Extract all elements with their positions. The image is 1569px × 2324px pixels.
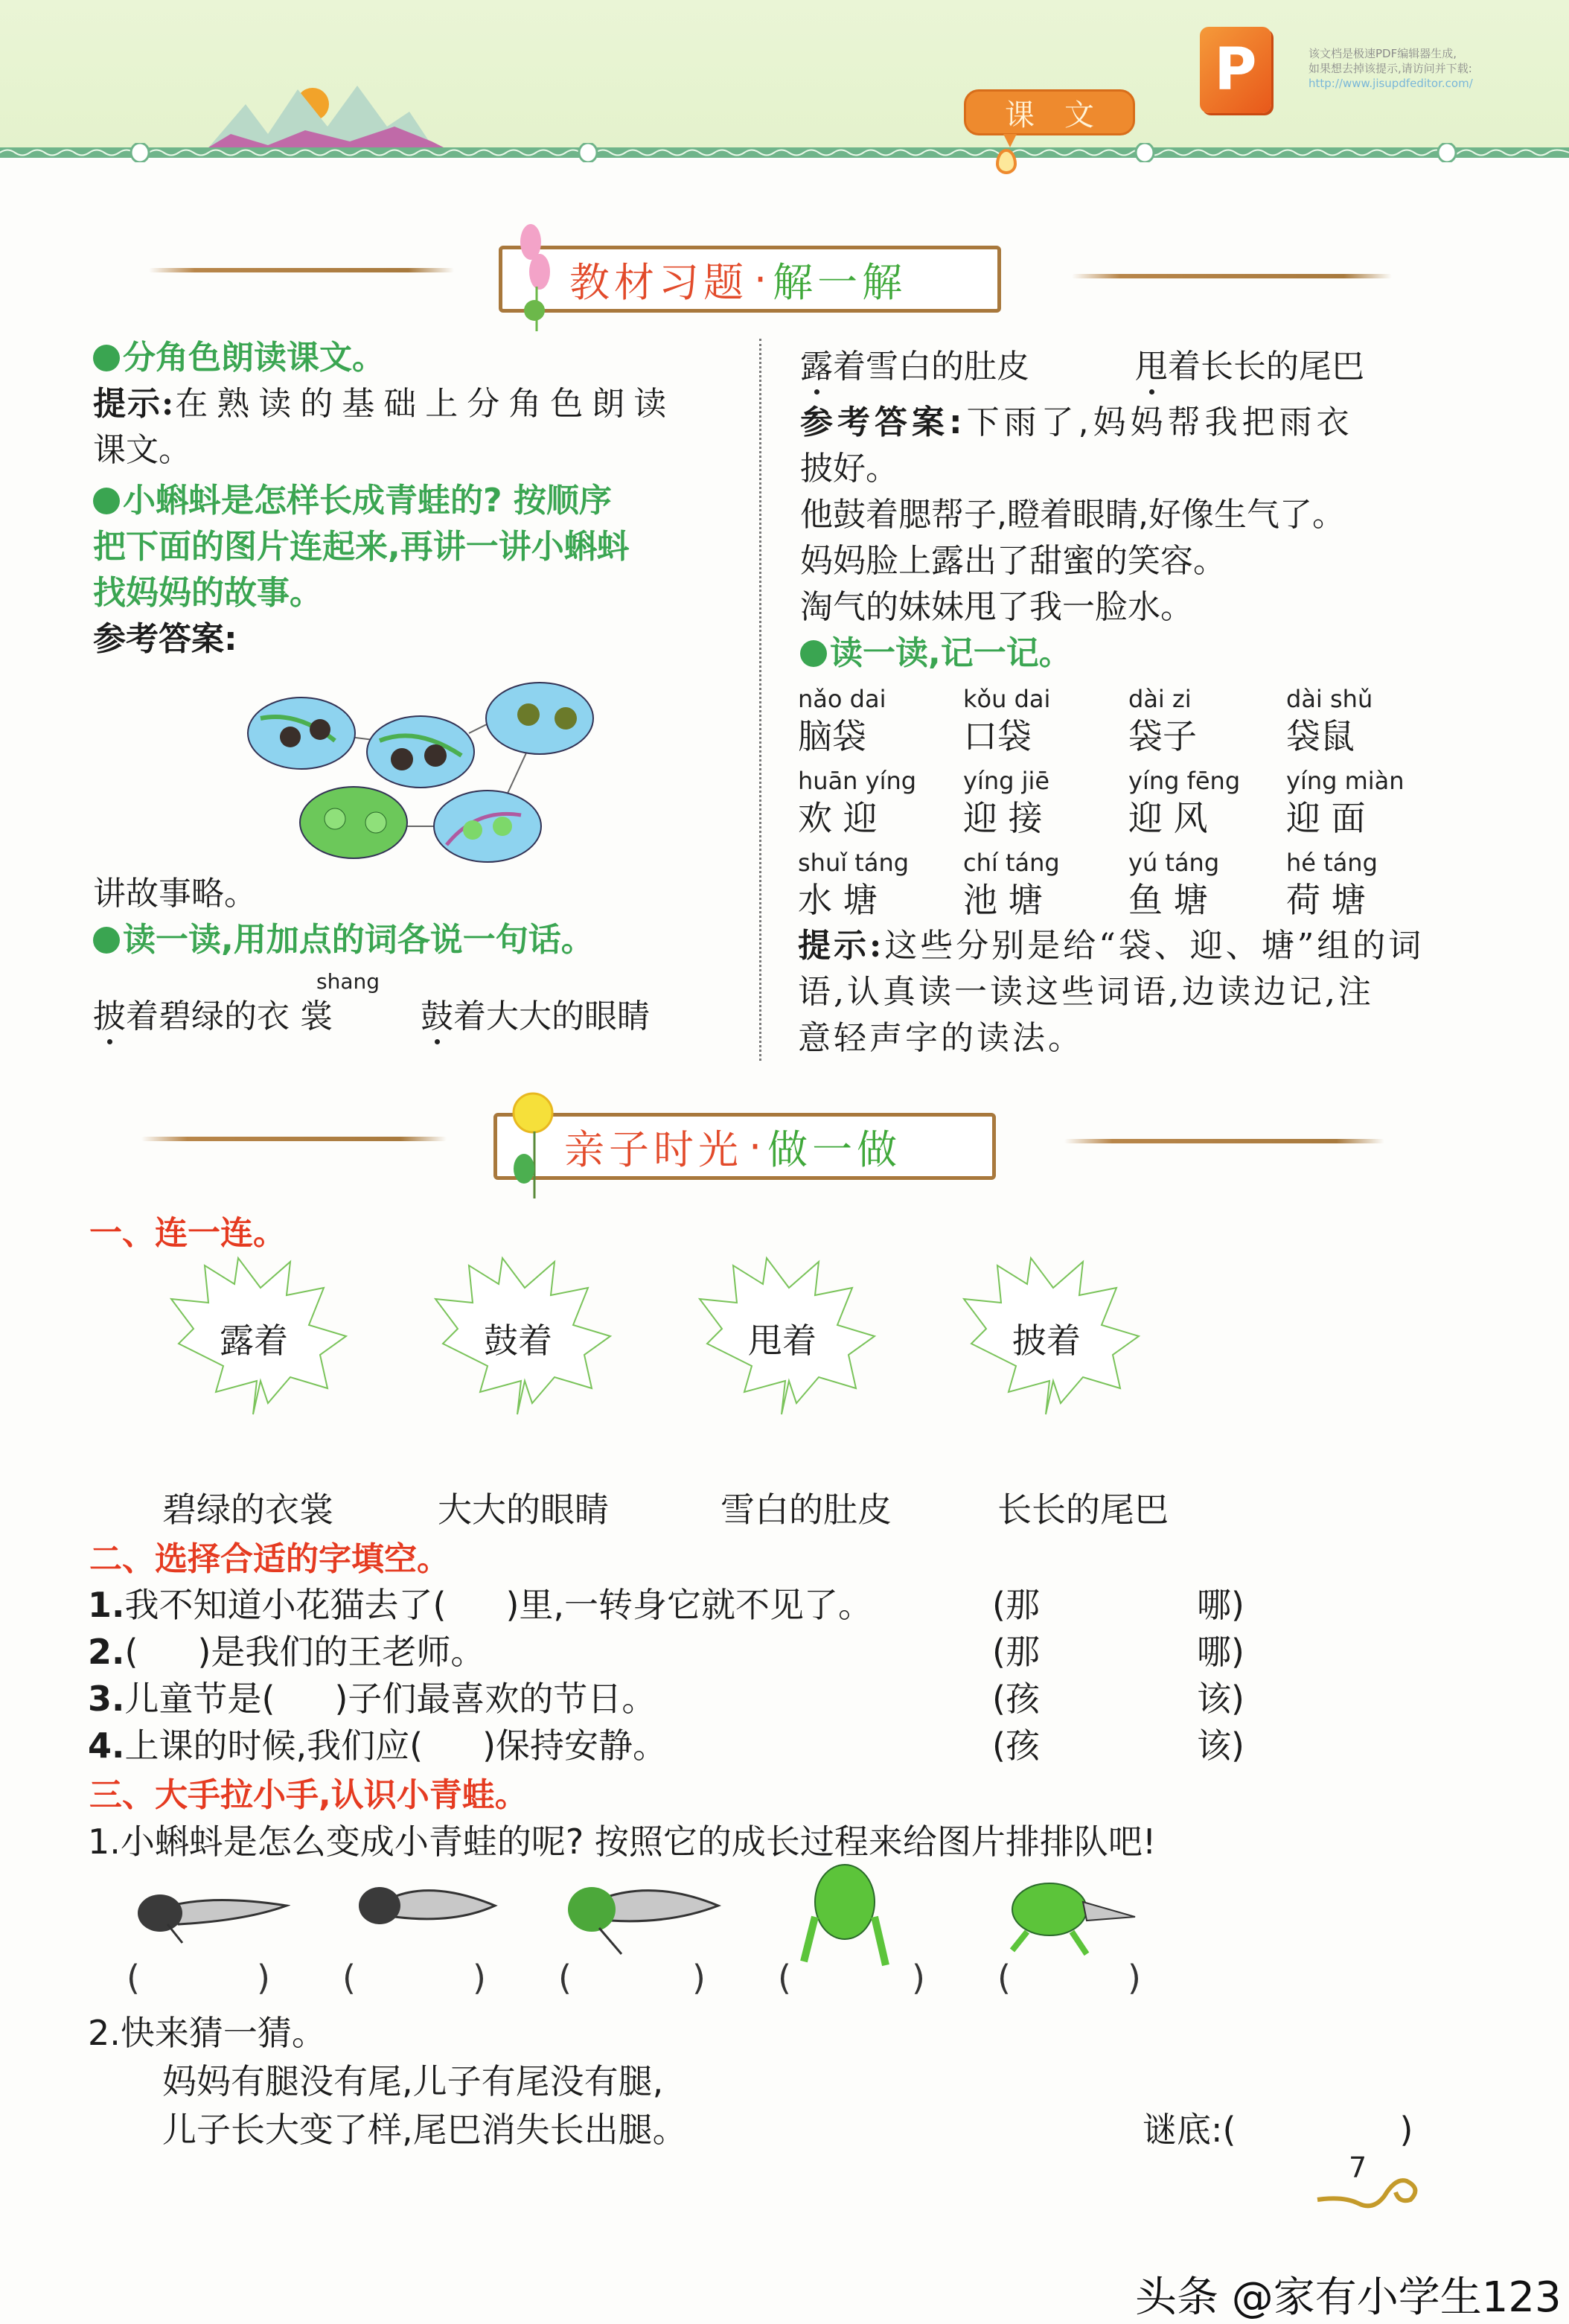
decorative-swirl-icon <box>1314 2162 1425 2215</box>
hint-role-reading: 提示:在熟读的基础上分角色朗读 <box>93 385 676 423</box>
order-answer-slots: ( ) ( ) ( ) ( ) ( ) <box>127 1958 1141 1998</box>
word-cell: yíng fēng 迎 风 <box>1128 767 1241 838</box>
option-2[interactable]: 哪) <box>1197 1632 1244 1672</box>
banner-separator: · <box>749 1123 762 1170</box>
fill-item-2: 2.( )是我们的王老师。 (那 哪) <box>88 1625 1279 1671</box>
pdf-notice-line1: 该文档是极速PDF编辑器生成, <box>1308 47 1457 60</box>
phrase-guzhe: 鼓着大大的眼睛 <box>421 997 650 1035</box>
fill-item-4: 4.上课的时候,我们应( )保持安静。 (孩 该) <box>88 1719 1279 1765</box>
phrase-shuaizhe: 甩着长长的尾巴 <box>1135 348 1364 386</box>
banner-line-right <box>1064 1139 1384 1143</box>
pdf-notice-link[interactable]: http://www.jisupdfeditor.com/ <box>1308 77 1473 90</box>
frog-question-1: 1.小蝌蚪是怎么变成小青蛙的呢? 按照它的成长过程来给图片排排队吧! <box>88 1822 1157 1862</box>
tadpole-growth-ovals-illustration <box>223 674 595 867</box>
word-row-2 <box>798 767 1468 849</box>
question-tadpole-order: 小蝌蚪是怎样长成青蛙的? 按顺序 <box>93 478 741 524</box>
lotus-flower-icon <box>508 220 568 331</box>
word-cell: yíng miàn 迎 面 <box>1286 767 1405 838</box>
column-divider <box>759 339 761 1061</box>
green-bullet-icon <box>93 345 120 371</box>
option-1[interactable]: (孩 <box>992 1679 1040 1719</box>
section-banner-parent-child <box>493 1113 996 1180</box>
order-slot-3[interactable] <box>581 1958 677 1999</box>
question-dotted-words: 读一读,用加点的词各说一句话。 <box>93 917 594 963</box>
tadpole-stage-legs-icon <box>558 1876 722 1958</box>
word-row-3 <box>798 849 1468 930</box>
match-phrase-1[interactable]: 碧绿的衣裳 <box>162 1490 333 1530</box>
story-answer: 讲故事略。 <box>93 875 257 913</box>
banner-title-red: 亲子时光 <box>564 1126 743 1173</box>
pdf-notice-line2: 如果想去掉该提示,请访问并下载: <box>1308 62 1472 75</box>
riddle-answer: 谜底:( ) <box>1143 2110 1413 2150</box>
phrase-luzhe: 露着雪白的肚皮 <box>800 348 1029 386</box>
order-slot-4[interactable] <box>800 1958 897 1999</box>
order-slot-2[interactable] <box>365 1958 461 1999</box>
fill-item-3: 3.儿童节是( )子们最喜欢的节日。 (孩 该) <box>88 1672 1279 1718</box>
frog-question-2: 2.快来猜一猜。 <box>88 2013 326 2053</box>
green-bullet-icon <box>800 640 827 667</box>
match-phrase-2[interactable]: 大大的眼睛 <box>438 1490 609 1530</box>
green-bullet-icon <box>93 927 120 954</box>
hint-word-groups: 提示:这些分别是给“袋、迎、塘”组的词 语,认真读一读这些词语,边读边记,注 意轻声字的读法。 <box>798 927 1425 1057</box>
banner-title-green: 做一做 <box>767 1126 902 1173</box>
right-answers <box>800 400 1455 677</box>
order-slot-5[interactable] <box>1020 1958 1116 1999</box>
frog-adult-icon <box>793 1857 897 1969</box>
word-grid <box>798 685 1468 930</box>
fill-item-1: 1.我不知道小花猫去了( )里,一转身它就不见了。 (那 哪) <box>88 1578 1279 1624</box>
option-2[interactable]: 该) <box>1197 1679 1244 1719</box>
leaf-pizhe[interactable]: 披着 <box>956 1254 1150 1418</box>
left-column <box>93 335 741 663</box>
pill-pointer <box>1003 134 1017 147</box>
pill-drop-marker <box>996 149 1017 174</box>
answer-line2: 披好。 <box>800 450 898 488</box>
section-tag-pill: 课文 <box>964 89 1135 135</box>
word-cell: dài shǔ 袋鼠 <box>1286 685 1373 756</box>
answer-line4: 妈妈脸上露出了甜蜜的笑容。 <box>800 542 1226 580</box>
phrase-pizhe: 披着碧绿的衣 裳 <box>93 997 333 1035</box>
tadpole-stage-1-icon <box>127 1880 290 1947</box>
option-1[interactable]: (那 <box>992 1632 1040 1672</box>
banner-title-red: 教材习题 <box>569 258 748 306</box>
pinyin-shang: shang <box>316 969 380 994</box>
word-cell: chí táng 池 塘 <box>963 849 1060 920</box>
banner-line-right <box>1072 274 1392 278</box>
pdf-notice <box>1308 46 1473 91</box>
match-phrase-3[interactable]: 雪白的肚皮 <box>720 1490 892 1530</box>
word-cell: nǎo dai 脑袋 <box>798 685 886 756</box>
green-bullet-icon <box>93 488 120 514</box>
riddle-line-1: 妈妈有腿没有尾,儿子有尾没有腿, <box>162 2061 664 2101</box>
decorative-wave-divider <box>0 143 1569 162</box>
banner-line-left <box>141 1137 447 1141</box>
leaf-guzhe[interactable]: 鼓着 <box>428 1254 621 1418</box>
hint-role-reading-cont: 课文。 <box>93 431 191 469</box>
chrysanthemum-flower-icon <box>503 1087 563 1198</box>
banner-separator: · <box>754 255 767 303</box>
word-cell: kǒu dai 口袋 <box>963 685 1051 756</box>
leaf-shuaizhe[interactable]: 甩着 <box>692 1254 886 1418</box>
riddle-line-2: 儿子长大变了样,尾巴消失长出腿。 <box>162 2110 687 2150</box>
word-cell: dài zi 袋子 <box>1128 685 1197 756</box>
word-cell: shuǐ táng 水 塘 <box>798 849 910 920</box>
question-role-reading: 分角色朗读课文。 <box>93 335 741 381</box>
froglet-with-tail-icon <box>997 1876 1139 1958</box>
section-banner-textbook <box>499 246 1001 313</box>
word-row-1 <box>798 685 1468 767</box>
word-cell: huān yíng 欢 迎 <box>798 767 917 838</box>
exercise-heading-frog: 三、大手拉小手,认识小青蛙。 <box>89 1776 528 1814</box>
match-phrase-4[interactable]: 长长的尾巴 <box>997 1490 1169 1530</box>
option-2[interactable]: 该) <box>1197 1726 1244 1766</box>
word-cell: yú táng 鱼 塘 <box>1128 849 1220 920</box>
leaf-luzhe[interactable]: 露着 <box>164 1254 357 1418</box>
option-1[interactable]: (那 <box>992 1585 1040 1625</box>
answer-line1: 参考答案:下雨了,妈妈帮我把雨衣 <box>800 403 1354 441</box>
word-cell: hé táng 荷 塘 <box>1286 849 1378 920</box>
page-number: 7 <box>1349 2151 1367 2184</box>
answer-label: 参考答案: <box>93 620 237 658</box>
banner-title-green: 解一解 <box>773 258 907 306</box>
answer-line3: 他鼓着腮帮子,瞪着眼睛,好像生气了。 <box>800 496 1345 534</box>
exercise-heading-fill: 二、选择合适的字填空。 <box>89 1540 450 1578</box>
watermark: 头条 @家有小学生123 <box>1135 2273 1562 2322</box>
tadpole-stage-2-icon <box>350 1876 499 1935</box>
pdf-editor-logo-icon: P <box>1200 27 1271 113</box>
word-cell: yíng jiē 迎 接 <box>963 767 1050 838</box>
leaf-row <box>164 1254 1206 1418</box>
answer-line5: 淘气的妹妹甩了我一脸水。 <box>800 588 1193 626</box>
question-read-remember: 读一读,记一记。 <box>800 631 1455 677</box>
option-1[interactable]: (孩 <box>992 1726 1040 1766</box>
option-2[interactable]: 哪) <box>1197 1585 1244 1625</box>
question-tadpole-order-line2: 把下面的图片连起来,再讲一讲小蝌蚪 <box>93 528 630 566</box>
question-tadpole-order-line3: 找妈妈的故事。 <box>93 574 322 612</box>
banner-line-left <box>149 268 454 272</box>
order-slot-1[interactable] <box>149 1958 246 1999</box>
exercise-heading-match: 一、连一连。 <box>89 1214 286 1252</box>
